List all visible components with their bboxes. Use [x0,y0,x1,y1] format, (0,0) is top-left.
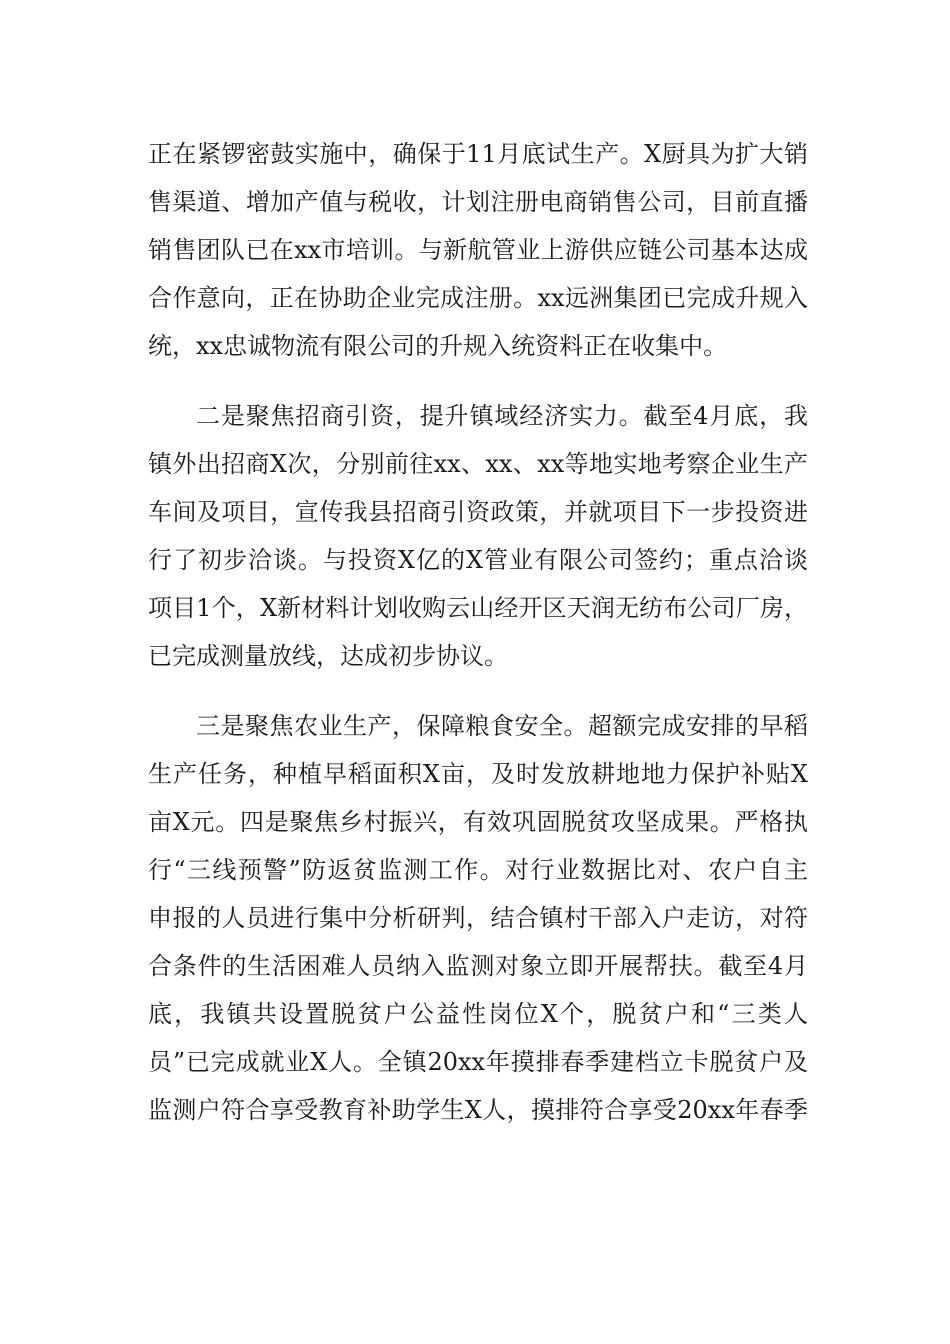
paragraph-3-line-1: 三是聚焦农业生产，保障粮食安全。超额完成安排的早稻 [196,712,808,740]
paragraph-3-line-3: 亩X元。四是聚焦乡村振兴，有效巩固脱贫攻坚成果。严格执 [148,808,808,836]
paragraph-2-line-2: 镇外出招商X次，分别前往xx、xx、xx等地实地考察企业生产 [148,450,808,478]
paragraph-3-line-6: 合条件的生活困难人员纳入监测对象立即开展帮扶。截至4月 [148,952,808,980]
paragraph-2-line-1: 二是聚焦招商引资，提升镇域经济实力。截至4月底，我 [196,402,808,430]
paragraph-1-line-2: 售渠道、增加产值与税收，计划注册电商销售公司，目前直播 [148,188,808,216]
paragraph-3-line-2: 生产任务，种植早稻面积X亩，及时发放耕地地力保护补贴X [148,760,808,788]
paragraph-2-line-3: 车间及项目，宣传我县招商引资政策，并就项目下一步投资进 [148,498,808,526]
paragraph-3-line-9: 监测户符合享受教育补助学生X人，摸排符合享受20xx年春季 [148,1096,808,1124]
paragraph-1-line-4: 合作意向，正在协助企业完成注册。xx远洲集团已完成升规入 [148,284,808,312]
paragraph-1-line-3: 销售团队已在xx市培训。与新航管业上游供应链公司基本达成 [148,236,808,264]
paragraph-1-line-5: 统，xx忠诚物流有限公司的升规入统资料正在收集中。 [148,332,728,360]
paragraph-3-line-5: 申报的人员进行集中分析研判，结合镇村干部入户走访，对符 [148,904,808,932]
paragraph-1-line-1: 正在紧锣密鼓实施中，确保于11月底试生产。X厨具为扩大销 [148,140,808,168]
paragraph-3-line-8: 员”已完成就业X人。全镇20xx年摸排春季建档立卡脱贫户及 [148,1048,808,1076]
paragraph-2-line-5: 项目1个，X新材料计划收购云山经开区天润无纺布公司厂房， [148,594,808,622]
paragraph-2-line-4: 行了初步洽谈。与投资X亿的X管业有限公司签约；重点洽谈 [148,546,808,574]
paragraph-2-line-6: 已完成测量放线，达成初步协议。 [148,642,508,670]
paragraph-3-line-4: 行“三线预警”防返贫监测工作。对行业数据比对、农户自主 [148,856,808,884]
paragraph-3-line-7: 底，我镇共设置脱贫户公益性岗位X个，脱贫户和“三类人 [148,1000,808,1028]
